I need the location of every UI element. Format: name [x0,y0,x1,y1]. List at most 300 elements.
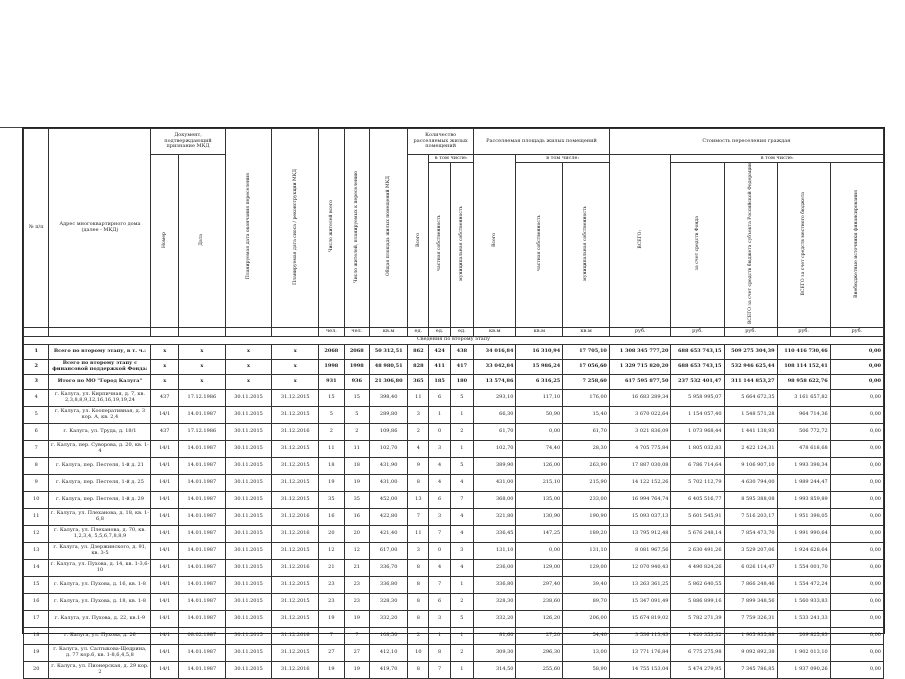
row-number: 3 [24,374,49,389]
area-municipal: 58,90 [563,661,610,678]
rooms-private: 3 [429,610,450,627]
residents: 5 [319,406,344,423]
doc-date: 14.01.1987 [178,661,225,678]
cost-region: 532 946 625,44 [724,359,777,374]
demolish-date: 31.12.2015 [272,457,319,474]
cost-total: 3 670 022,64 [609,406,671,423]
rooms-total: 7 [408,508,429,525]
total-area: 109,86 [370,423,408,440]
rooms-private: 185 [429,374,450,389]
rooms-municipal: 180 [450,374,473,389]
rooms-total: 11 [408,525,429,542]
row-address: г. Калуга, ул. Пухова, д. 16, кв. 1-8 [49,576,151,593]
cost-total: 617 595 877,50 [609,374,671,389]
rooms-total: 862 [408,344,429,359]
doc-date: 14.01.1987 [178,610,225,627]
area-private: 27,20 [516,627,563,644]
area-total: 314,50 [474,661,516,678]
cost-region: 7 899 348,56 [724,593,777,610]
area-municipal: 263,90 [563,457,610,474]
rooms-municipal: 5 [450,457,473,474]
rooms-municipal: 5 [450,389,473,406]
rooms-municipal: 3 [450,542,473,559]
area-private: 238,60 [516,593,563,610]
residents-plan: 23 [344,593,369,610]
area-municipal: 176,00 [563,389,610,406]
area-private: 0,00 [516,542,563,559]
cost-fund: 6 775 275,98 [671,644,724,661]
total-area: 336,80 [370,576,408,593]
residents-plan: 19 [344,610,369,627]
residents-plan: 16 [344,508,369,525]
rooms-municipal: 2 [450,423,473,440]
cost-local: 506 772,72 [777,423,830,440]
header-area-incl: в том числе: [516,155,609,163]
header-doc-date: Дата [199,233,205,246]
demolish-date: x [272,374,319,389]
cost-fund: 5 886 899,16 [671,593,724,610]
area-municipal: 89,70 [563,593,610,610]
cost-local: 1 924 628,64 [777,542,830,559]
table-row [24,491,884,508]
cost-extra: 0,00 [830,440,883,457]
header-no: № п/п [24,129,49,328]
table-row [24,406,884,423]
table-row [24,610,884,627]
cost-fund: 5 702 112,79 [671,474,724,491]
doc-date: 14.01.1987 [178,525,225,542]
demolish-date: 31.12.2016 [272,559,319,576]
row-number: 20 [24,661,49,678]
cost-region: 9 106 907,10 [724,457,777,474]
demolish-date: 31.12.2016 [272,423,319,440]
rooms-private: 411 [429,359,450,374]
cost-local: 1 902 013,10 [777,644,830,661]
total-area: 48 980,51 [370,359,408,374]
resettle-date: 30.11.2015 [225,440,272,457]
row-number: 5 [24,406,49,423]
total-area: 422,80 [370,508,408,525]
residents-plan: 35 [344,491,369,508]
cost-extra: 0,00 [830,508,883,525]
cost-extra: 0,00 [830,359,883,374]
area-municipal: 54,40 [563,627,610,644]
rooms-total: 8 [408,610,429,627]
cost-total: 8 081 967,56 [609,542,671,559]
area-total: 33 042,84 [474,359,516,374]
area-private: 135,00 [516,491,563,508]
cost-extra: 0,00 [830,491,883,508]
cost-fund: 237 532 401,47 [671,374,724,389]
total-area: 412,10 [370,644,408,661]
area-municipal: 129,00 [563,559,610,576]
residents-plan: 23 [344,576,369,593]
row-address: г. Калуга, ул. Дзержинского, д. 91, кв. 3-5 [49,542,151,559]
area-private: 50,90 [516,406,563,423]
header-rooms-municipal: муниципальная собственность [459,206,465,281]
unit-cell: чел. [319,327,344,336]
rooms-municipal: 2 [450,593,473,610]
rooms-municipal: 1 [450,661,473,678]
total-area: 419,70 [370,661,408,678]
unit-cell: ед. [408,327,429,336]
rooms-private: 7 [429,525,450,542]
row-number: 2 [24,359,49,374]
units-row [24,327,884,336]
demolish-date: 31.12.2016 [272,508,319,525]
residents: 19 [319,610,344,627]
residents-plan: 19 [344,474,369,491]
doc-date: x [178,359,225,374]
table-body [24,344,884,678]
row-number: 1 [24,344,49,359]
cost-extra: 0,00 [830,576,883,593]
residents: 23 [319,593,344,610]
area-municipal: 13,00 [563,644,610,661]
rooms-total: 9 [408,457,429,474]
residents-plan: 21 [344,559,369,576]
cost-region: 7 759 326,31 [724,610,777,627]
cost-extra: 0,00 [830,610,883,627]
row-number: 7 [24,440,49,457]
doc-date: 14.01.1987 [178,508,225,525]
area-municipal: 17 705,10 [563,344,610,359]
rooms-private: 3 [429,440,450,457]
doc-number: 14/1 [151,508,179,525]
area-municipal: 131,10 [563,542,610,559]
residents: 7 [319,627,344,644]
area-private: 255,60 [516,661,563,678]
demolish-date: 31.12.2015 [272,440,319,457]
table-row [24,440,884,457]
area-municipal: 206,00 [563,610,610,627]
cost-local: 1 989 244,47 [777,474,830,491]
row-number: 13 [24,542,49,559]
residents-plan: 936 [344,374,369,389]
area-total: 368,00 [474,491,516,508]
cost-total: 15 674 819,02 [609,610,671,627]
demolish-date: 31.12.2016 [272,661,319,678]
residents-plan: 7 [344,627,369,644]
area-total: 34 016,84 [474,344,516,359]
row-address: г. Калуга, пер. Пестеля, 1-й д. 21 [49,457,151,474]
doc-number: 14/1 [151,542,179,559]
total-area: 421,40 [370,525,408,542]
resettle-date: 30.11.2015 [225,389,272,406]
residents-plan: 15 [344,389,369,406]
resettlement-table [23,128,884,679]
cost-extra: 0,00 [830,644,883,661]
resettle-date: 30.11.2015 [225,593,272,610]
cost-extra: 0,00 [830,374,883,389]
rooms-total: 13 [408,491,429,508]
rooms-total: 8 [408,474,429,491]
resettle-date: 30.11.2015 [225,406,272,423]
residents: 931 [319,374,344,389]
total-area: 108,50 [370,627,408,644]
header-rooms-private: частная собственность [436,215,442,272]
cost-region: 6 026 114,47 [724,559,777,576]
rooms-total: 828 [408,359,429,374]
cost-extra: 0,00 [830,344,883,359]
rooms-private: 1 [429,406,450,423]
cost-local: 98 958 622,76 [777,374,830,389]
cost-fund: 5 782 271,39 [671,610,724,627]
cost-extra: 0,00 [830,661,883,678]
total-area: 336,70 [370,559,408,576]
demolish-date: x [272,359,319,374]
total-row [24,359,884,374]
cost-local: 108 114 152,41 [777,359,830,374]
demolish-date: 31.12.2016 [272,525,319,542]
resettle-date: 30.11.2015 [225,576,272,593]
doc-number: 14/1 [151,525,179,542]
area-total: 336,80 [474,576,516,593]
doc-date: 14.01.1987 [178,491,225,508]
doc-number: 14/1 [151,593,179,610]
cost-extra: 0,00 [830,542,883,559]
table-row [24,508,884,525]
cost-fund: 1 073 968,44 [671,423,724,440]
residents-plan: 18 [344,457,369,474]
residents-plan: 2 [344,423,369,440]
unit-cell: кв.м [563,327,610,336]
rooms-municipal: 417 [450,359,473,374]
total-area: 21 306,80 [370,374,408,389]
cost-region: 7 866 248,46 [724,576,777,593]
demolish-date: 31.12.2015 [272,491,319,508]
residents: 21 [319,559,344,576]
area-private: 6 316,25 [516,374,563,389]
total-area: 431,00 [370,474,408,491]
unit-cell: кв.м [474,327,516,336]
rooms-private: 0 [429,542,450,559]
cost-region: 311 144 853,27 [724,374,777,389]
cost-region: 4 630 794,00 [724,474,777,491]
rooms-total: 8 [408,576,429,593]
cost-local: 3 161 657,82 [777,389,830,406]
header-doc-number: Номер [162,231,168,248]
table-row [24,423,884,440]
area-total: 13 574,86 [474,374,516,389]
row-address: Итого по МО "Город Калуга" [49,374,151,389]
cost-total: 16 683 289,34 [609,389,671,406]
total-row [24,344,884,359]
row-number: 6 [24,423,49,440]
row-address: г. Калуга, пер. Пестеля, 1-й д. 25 [49,474,151,491]
area-private: 0,00 [516,423,563,440]
doc-number: 14/1 [151,559,179,576]
cost-local: 1 533 241,33 [777,610,830,627]
rooms-total: 11 [408,389,429,406]
rooms-total: 4 [408,440,429,457]
cost-extra: 0,00 [830,406,883,423]
area-municipal: 61,70 [563,423,610,440]
cost-local: 964 714,36 [777,406,830,423]
doc-date: 14.01.1987 [178,576,225,593]
row-number: 17 [24,610,49,627]
resettle-date: 30.11.2015 [225,491,272,508]
page-margin-line [0,127,22,128]
doc-number: 14/1 [151,440,179,457]
cost-region: 509 275 304,39 [724,344,777,359]
rooms-municipal: 1 [450,406,473,423]
rooms-private: 8 [429,644,450,661]
rooms-municipal: 4 [450,559,473,576]
cost-extra: 0,00 [830,389,883,406]
cost-region: 7 345 786,85 [724,661,777,678]
table-row [24,627,884,644]
resettle-date: 30.11.2015 [225,508,272,525]
rooms-municipal: 7 [450,491,473,508]
row-number: 11 [24,508,49,525]
cost-fund: 2 630 491,26 [671,542,724,559]
cost-region: 9 092 892,38 [724,644,777,661]
cost-region: 1 905 935,88 [724,627,777,644]
table-row [24,457,884,474]
doc-date: 08.02.1987 [178,627,225,644]
header-address: Адрес многоквартирного дома (далее - МКД) [49,129,151,328]
area-total: 236,00 [474,559,516,576]
unit-cell: чел. [344,327,369,336]
area-private: 117,10 [516,389,563,406]
resettle-date: 30.11.2015 [225,559,272,576]
header-residents: Число жителей всего [328,200,334,253]
unit-cell: руб. [609,327,671,336]
row-address: г. Калуга, пер. Суворова, д. 20, кв. 1-4 [49,440,151,457]
cost-fund: 5 601 545,91 [671,508,724,525]
resettle-date: 30.11.2015 [225,423,272,440]
rooms-municipal: 438 [450,344,473,359]
area-private: 130,90 [516,508,563,525]
rooms-municipal: 1 [450,627,473,644]
cost-fund: 6 405 516,77 [671,491,724,508]
demolish-date: 31.12.2015 [272,389,319,406]
header-cost-fund: за счет средств Фонда [694,216,700,271]
header-cost-total: ВСЕГО: [637,230,643,249]
row-number: 10 [24,491,49,508]
resettle-date: 30.11.2015 [225,644,272,661]
cost-region: 8 595 388,08 [724,491,777,508]
row-number: 14 [24,559,49,576]
area-municipal: 39,40 [563,576,610,593]
cost-fund: 5 676 248,14 [671,525,724,542]
area-private: 74,40 [516,440,563,457]
demolish-date: 31.12.2015 [272,406,319,423]
row-number: 8 [24,457,49,474]
doc-number: 437 [151,423,179,440]
row-address: г. Калуга, ул. Пухова, д. 14, кв. 1-3,6-10 [49,559,151,576]
doc-date: 14.01.1987 [178,406,225,423]
residents: 27 [319,644,344,661]
area-private: 129,00 [516,559,563,576]
header-cost-incl: в том числе: [671,155,884,163]
rooms-private: 6 [429,593,450,610]
unit-cell: кв.м [516,327,563,336]
rooms-private: 4 [429,559,450,576]
rooms-municipal: 1 [450,440,473,457]
cost-local: 1 560 933,83 [777,593,830,610]
unit-cell: руб. [777,327,830,336]
residents: 35 [319,491,344,508]
cost-region: 5 664 672,35 [724,389,777,406]
rooms-private: 4 [429,457,450,474]
cost-total: 15 347 091,49 [609,593,671,610]
residents: 11 [319,440,344,457]
table-row [24,661,884,678]
doc-number: 14/1 [151,627,179,644]
residents: 12 [319,542,344,559]
rooms-total: 3 [408,542,429,559]
residents-plan: 5 [344,406,369,423]
table-row [24,644,884,661]
unit-cell: ед. [450,327,473,336]
doc-number: 14/1 [151,491,179,508]
rooms-municipal: 5 [450,610,473,627]
row-address: г. Калуга, ул. Труда, д. 18/1 [49,423,151,440]
rooms-municipal: 2 [450,644,473,661]
doc-date: 14.01.1987 [178,542,225,559]
doc-date: 17.12.1986 [178,389,225,406]
header-cost-extra: Внебюджетные источники финансирования [854,189,860,298]
row-address: Всего по второму этапу с финансовой поддержкой Фонда: [49,359,151,374]
area-municipal: 17 056,60 [563,359,610,374]
residents-plan: 11 [344,440,369,457]
row-address: Всего по второму этапу, в т. ч.: [49,344,151,359]
demolish-date: x [272,344,319,359]
cost-fund: 6 786 714,64 [671,457,724,474]
residents-plan: 20 [344,525,369,542]
doc-number: 14/1 [151,406,179,423]
cost-local: 1 991 990,64 [777,525,830,542]
area-municipal: 7 258,60 [563,374,610,389]
cost-total: 14 755 153,04 [609,661,671,678]
table-row [24,559,884,576]
cost-total: 1 329 715 820,20 [609,359,671,374]
cost-extra: 0,00 [830,593,883,610]
residents-plan: 19 [344,661,369,678]
table-row [24,389,884,406]
cost-local: 1 951 398,05 [777,508,830,525]
area-private: 15 986,24 [516,359,563,374]
cost-total: 16 994 764,74 [609,491,671,508]
rooms-private: 0 [429,423,450,440]
doc-date: x [178,374,225,389]
area-private: 297,40 [516,576,563,593]
rooms-total: 8 [408,559,429,576]
area-total: 66,30 [474,406,516,423]
area-total: 332,20 [474,610,516,627]
header-planned-resettle-count: Число жителей, планируемых к переселению [354,170,360,283]
rooms-total: 8 [408,593,429,610]
demolish-date: 31.12.2015 [272,542,319,559]
cost-local: 1 993 859,89 [777,491,830,508]
residents: 2068 [319,344,344,359]
area-total: 293,10 [474,389,516,406]
table-row [24,474,884,491]
header-rooms: Количество расселяемых жилых помещений [408,129,474,155]
table-row [24,593,884,610]
doc-date: x [178,344,225,359]
rooms-private: 6 [429,491,450,508]
area-total: 309,30 [474,644,516,661]
area-total: 431,00 [474,474,516,491]
residents: 23 [319,576,344,593]
cost-total: 3 536 113,43 [609,627,671,644]
doc-number: 14/1 [151,457,179,474]
doc-date: 14.01.1987 [178,440,225,457]
doc-date: 14.01.1987 [178,644,225,661]
